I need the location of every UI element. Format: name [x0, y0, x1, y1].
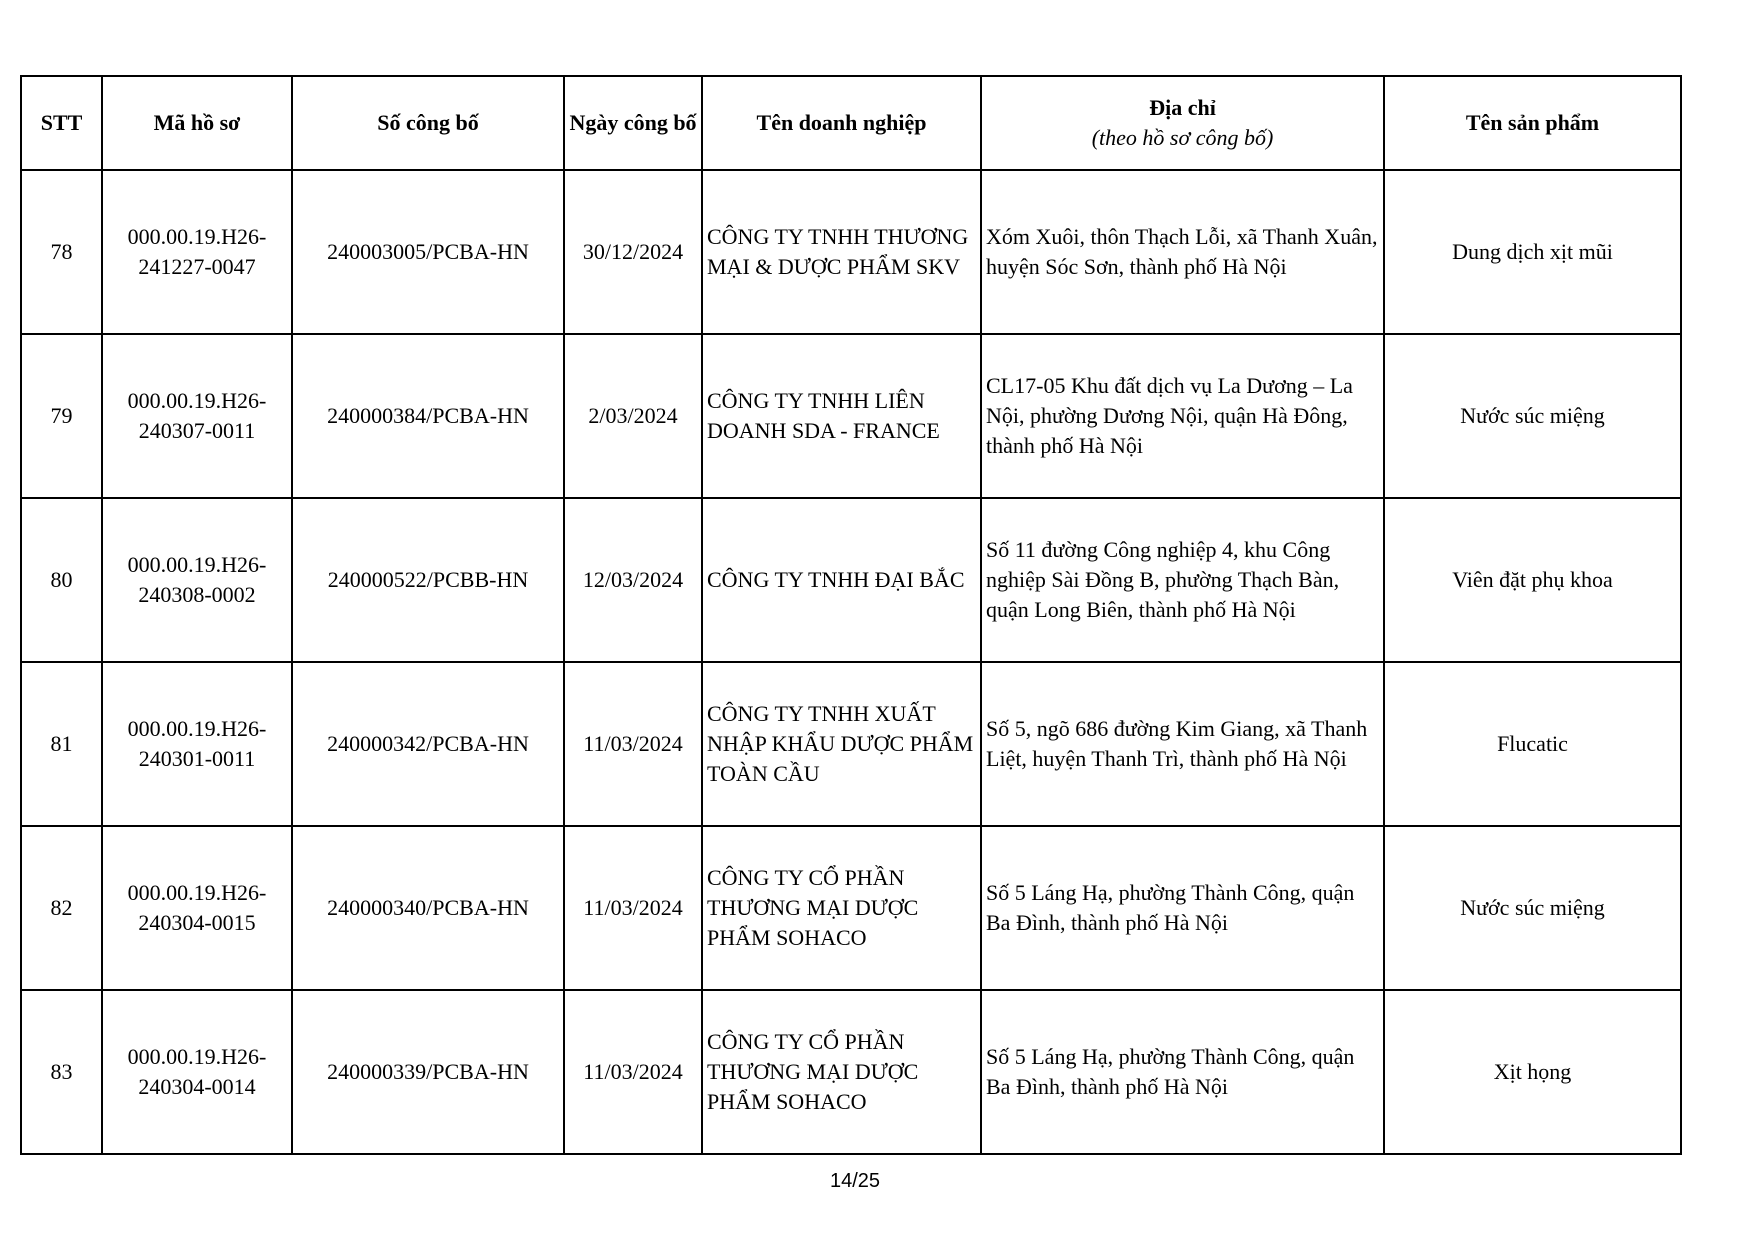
cell-ten-doanh-nghiep: CÔNG TY TNHH LIÊN DOANH SDA - FRANCE	[702, 334, 981, 498]
cell-dia-chi: Số 11 đường Công nghiệp 4, khu Công nghiệp Sài Đồng B, phường Thạch Bàn, quận Long Biên, thành phố Hà Nội	[981, 498, 1384, 662]
cell-dia-chi: Xóm Xuôi, thôn Thạch Lỗi, xã Thanh Xuân, huyện Sóc Sơn, thành phố Hà Nội	[981, 170, 1384, 334]
cell-ngay-cong-bo: 11/03/2024	[564, 826, 702, 990]
table-row	[21, 498, 1681, 662]
header-stt: STT	[21, 76, 102, 170]
cell-ma-ho-so: 000.00.19.H26-240304-0014	[102, 990, 292, 1154]
cell-so-cong-bo: 240000342/PCBA-HN	[292, 662, 564, 826]
cell-stt: 81	[21, 662, 102, 826]
cell-ten-san-pham: Xịt họng	[1384, 990, 1681, 1154]
cell-ten-san-pham: Viên đặt phụ khoa	[1384, 498, 1681, 662]
cell-ten-doanh-nghiep: CÔNG TY TNHH XUẤT NHẬP KHẨU DƯỢC PHẨM TOÀN CẦU	[702, 662, 981, 826]
table-row	[21, 990, 1681, 1154]
table-row	[21, 334, 1681, 498]
cell-stt: 83	[21, 990, 102, 1154]
registration-table	[20, 75, 1682, 1155]
header-so-cong-bo: Số công bố	[292, 76, 564, 170]
cell-ma-ho-so: 000.00.19.H26-240301-0011	[102, 662, 292, 826]
cell-ngay-cong-bo: 11/03/2024	[564, 662, 702, 826]
cell-ten-san-pham: Dung dịch xịt mũi	[1384, 170, 1681, 334]
cell-ngay-cong-bo: 12/03/2024	[564, 498, 702, 662]
cell-so-cong-bo: 240000522/PCBB-HN	[292, 498, 564, 662]
cell-ma-ho-so: 000.00.19.H26-240304-0015	[102, 826, 292, 990]
cell-ten-doanh-nghiep: CÔNG TY TNHH ĐẠI BẮC	[702, 498, 981, 662]
cell-ten-doanh-nghiep: CÔNG TY CỔ PHẦN THƯƠNG MẠI DƯỢC PHẨM SOHACO	[702, 990, 981, 1154]
table-header-row	[21, 76, 1681, 170]
cell-dia-chi: Số 5 Láng Hạ, phường Thành Công, quận Ba Đình, thành phố Hà Nội	[981, 826, 1384, 990]
cell-ma-ho-so: 000.00.19.H26-240307-0011	[102, 334, 292, 498]
cell-ngay-cong-bo: 2/03/2024	[564, 334, 702, 498]
header-dia-chi-label: Địa chỉ	[1149, 95, 1216, 120]
cell-dia-chi: CL17-05 Khu đất dịch vụ La Dương – La Nội, phường Dương Nội, quận Hà Đông, thành phố Hà Nội	[981, 334, 1384, 498]
table-row	[21, 662, 1681, 826]
header-dia-chi	[981, 76, 1384, 170]
cell-ngay-cong-bo: 30/12/2024	[564, 170, 702, 334]
cell-so-cong-bo: 240003005/PCBA-HN	[292, 170, 564, 334]
header-dia-chi-note: (theo hồ sơ công bố)	[1091, 125, 1274, 150]
header-ngay-cong-bo: Ngày công bố	[564, 76, 702, 170]
cell-ma-ho-so: 000.00.19.H26-241227-0047	[102, 170, 292, 334]
header-ma-ho-so: Mã hồ sơ	[102, 76, 292, 170]
cell-ten-san-pham: Flucatic	[1384, 662, 1681, 826]
cell-ten-san-pham: Nước súc miệng	[1384, 826, 1681, 990]
cell-ten-san-pham: Nước súc miệng	[1384, 334, 1681, 498]
cell-stt: 78	[21, 170, 102, 334]
cell-ngay-cong-bo: 11/03/2024	[564, 990, 702, 1154]
cell-ten-doanh-nghiep: CÔNG TY CỔ PHẦN THƯƠNG MẠI DƯỢC PHẨM SOHACO	[702, 826, 981, 990]
cell-so-cong-bo: 240000340/PCBA-HN	[292, 826, 564, 990]
cell-so-cong-bo: 240000384/PCBA-HN	[292, 334, 564, 498]
cell-ten-doanh-nghiep: CÔNG TY TNHH THƯƠNG MẠI & DƯỢC PHẨM SKV	[702, 170, 981, 334]
table-body	[21, 170, 1681, 1154]
header-ten-doanh-nghiep: Tên doanh nghiệp	[702, 76, 981, 170]
cell-dia-chi: Số 5, ngõ 686 đường Kim Giang, xã Thanh Liệt, huyện Thanh Trì, thành phố Hà Nội	[981, 662, 1384, 826]
table-row	[21, 826, 1681, 990]
header-ten-san-pham: Tên sản phẩm	[1384, 76, 1681, 170]
cell-dia-chi: Số 5 Láng Hạ, phường Thành Công, quận Ba Đình, thành phố Hà Nội	[981, 990, 1384, 1154]
cell-so-cong-bo: 240000339/PCBA-HN	[292, 990, 564, 1154]
cell-stt: 79	[21, 334, 102, 498]
cell-stt: 82	[21, 826, 102, 990]
cell-ma-ho-so: 000.00.19.H26-240308-0002	[102, 498, 292, 662]
table-row	[21, 170, 1681, 334]
page-number: 14/25	[829, 1170, 881, 1192]
cell-stt: 80	[21, 498, 102, 662]
